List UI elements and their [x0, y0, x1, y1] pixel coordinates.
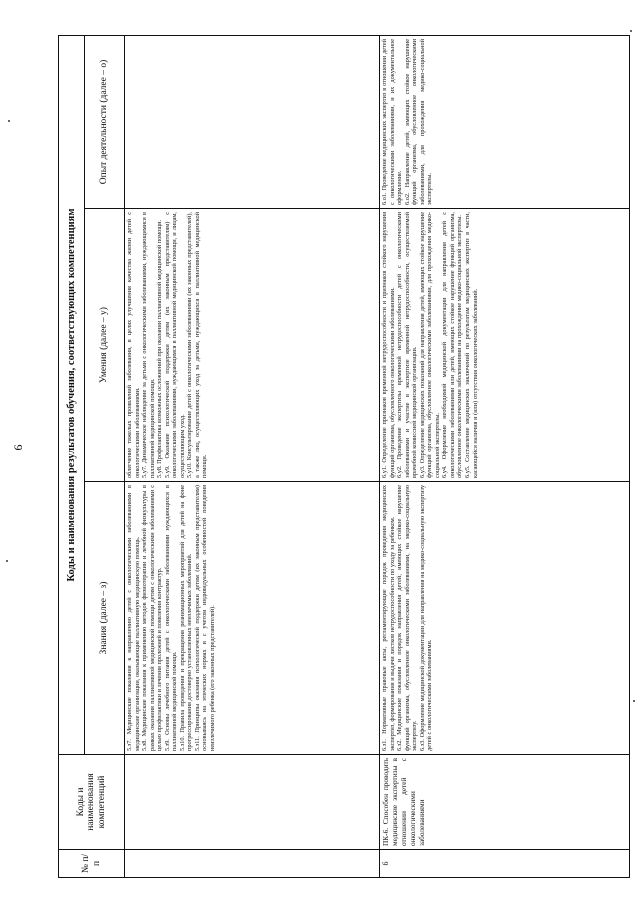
result-item: 6.з2. Медицинские показания и порядок направления детей, имеющих стойкое нарушение функций организма, обусловленное онкологическими заболеваниями, на медико-социальную экспертизу.: [396, 485, 419, 751]
page-number: 9: [11, 444, 26, 451]
skills-cell: [125, 209, 380, 482]
result-item: 5.з9. Основы лечебного питания детей с онкологическими заболеваниями нуждающихся в паллиативной медицинской помощи.: [163, 485, 179, 751]
experience-cell: [380, 36, 630, 209]
competency-cell: [125, 755, 380, 850]
scan-speck: [630, 30, 632, 32]
result-item: 6.у1. Определение признаков временной нетрудоспособности и признаков стойкого нарушения функций организма, обусловленного онкологическими заболеваниями.: [381, 212, 396, 478]
scan-speck: [633, 700, 635, 702]
scan-speck: [6, 560, 8, 562]
result-item: 5.з11. Принципы оказания психологической поддержки детям (их законным представителям) основываясь на этических нормах и с учетом индивидуальных особенностей поведения неизлечимого ребенка (его законных представителей).: [193, 485, 217, 751]
scan-speck: [8, 120, 10, 122]
result-item: 6.з3. Оформление медицинской документации для направления на медико-социальную экспертизу детей с онкологическими заболеваниями.: [418, 485, 434, 751]
result-item: 6.о2. Направление детей, имеющих стойкое нарушение функций организма, обусловленное онкологическими заболеваниями, для прохождения медико-социальной экспертизы.: [403, 39, 434, 205]
result-item: 5.з10. Правила проведения и прекращения реанимационных мероприятий для детей на фоне прогрессирования достоверно установленных неизлечимых заболеваний.: [178, 485, 194, 751]
knowledge-cell: [380, 482, 630, 755]
competency-table: [58, 35, 630, 878]
knowledge-cell: [125, 482, 380, 755]
header-number: № п/п: [59, 850, 125, 878]
result-item: 6.о1. Проведение медицинских экспертиз в отношении детей с онкологическими заболеваниями, и их документальное оформление.: [381, 39, 404, 205]
result-item: 6.у3. Определение медицинских показаний для направления детей, имеющих стойкое нарушение функций организма, обусловленное онкологическими заболеваниями, для прохождения медико-социальной экспертизы.: [418, 212, 441, 478]
header-competency-codes: Коды и наименования компетенций: [59, 755, 125, 850]
result-item: 5.у7. Динамическое наблюдение за детьми с онкологическими заболеваниями, нуждающимися в паллиативной медицинской помощи.: [141, 212, 156, 478]
result-item: облегчение тяжелых проявлений заболевания, в целях улучшения качества жизни детей с онкологическими заболеваниями.: [126, 212, 141, 478]
experience-cell: [125, 36, 380, 209]
result-item: 5.з8. Медицинские показания к применению методов физиотерапии и лечебной физкультуры в рамках оказания паллиативной медицинской помощи детям с онкологическими заболеваниями с целью профилактики и лечения пролежней и появления контрактур.: [141, 485, 164, 751]
header-skills: Умения (далее – у): [85, 209, 125, 482]
table-row: [125, 36, 380, 878]
result-item: 5.з7. Медицинские показания к направлению детей с онкологическими заболеваниями в медицинские организации, оказывающие паллиативную медицинскую помощь.: [126, 485, 141, 751]
header-experience: Опыт деятельности (далее – о): [85, 36, 125, 209]
result-item: 6.у5. Составление медицинских заключений по результатам медицинских экспертиз в части, касающейся наличия и (или) отсутствия онкологических заболеваний.: [464, 212, 479, 478]
header-knowledge: Знания (далее – з): [85, 482, 125, 755]
result-item: 5.у10. Консультирование детей с онкологическими заболеваниями (их законных представителей), а также лиц, осуществляющих уход за детьми, нуждающихся в паллиативной медицинской помощи.: [186, 212, 209, 478]
skills-cell: [380, 209, 630, 482]
result-item: 5.у9. Оказание психологической поддержки детям (их законным представителям) с онкологическими заболеваниями, нуждающимся в паллиативной медицинской помощи, и лицам, осуществляющим уход.: [163, 212, 186, 478]
result-item: 6.у4. Оформление необходимой медицинской документации для направления детей с онкологическими заболеваниями или детей, имеющих стойкое нарушение функций организма, обусловленное онкологическими заболеваниями на прохождение медико-социальной экспертизы.: [441, 212, 464, 478]
row-number: [125, 850, 380, 878]
result-item: 6.з1. Нормативные правовые акты, регламентирующие порядок проведения медицинских экспертиз, формирования и выдачи листков нетрудоспособности по уходу за ребенком.: [381, 485, 396, 751]
header-results-group: Коды и наименования результатов обучения, соответствующих компетенциям: [59, 36, 85, 755]
result-item: 6.у2. Проведение экспертизы временной нетрудоспособности детей с онкологическими заболеваниями и участие в экспертизе временной нетрудоспособности, осуществляемой врачебной комиссией медицинской организации.: [396, 212, 419, 478]
result-item: 5.у8. Профилактика возможных осложнений при оказании паллиативной медицинской помощи.: [156, 219, 164, 478]
table-row: [380, 36, 630, 878]
rotated-page: [58, 36, 630, 878]
row-number: 6: [380, 850, 630, 878]
competency-cell: ПК-6. Способен проводить медицинские экспертизы в отношении детей с онкологическими заболеваниями: [380, 755, 630, 850]
